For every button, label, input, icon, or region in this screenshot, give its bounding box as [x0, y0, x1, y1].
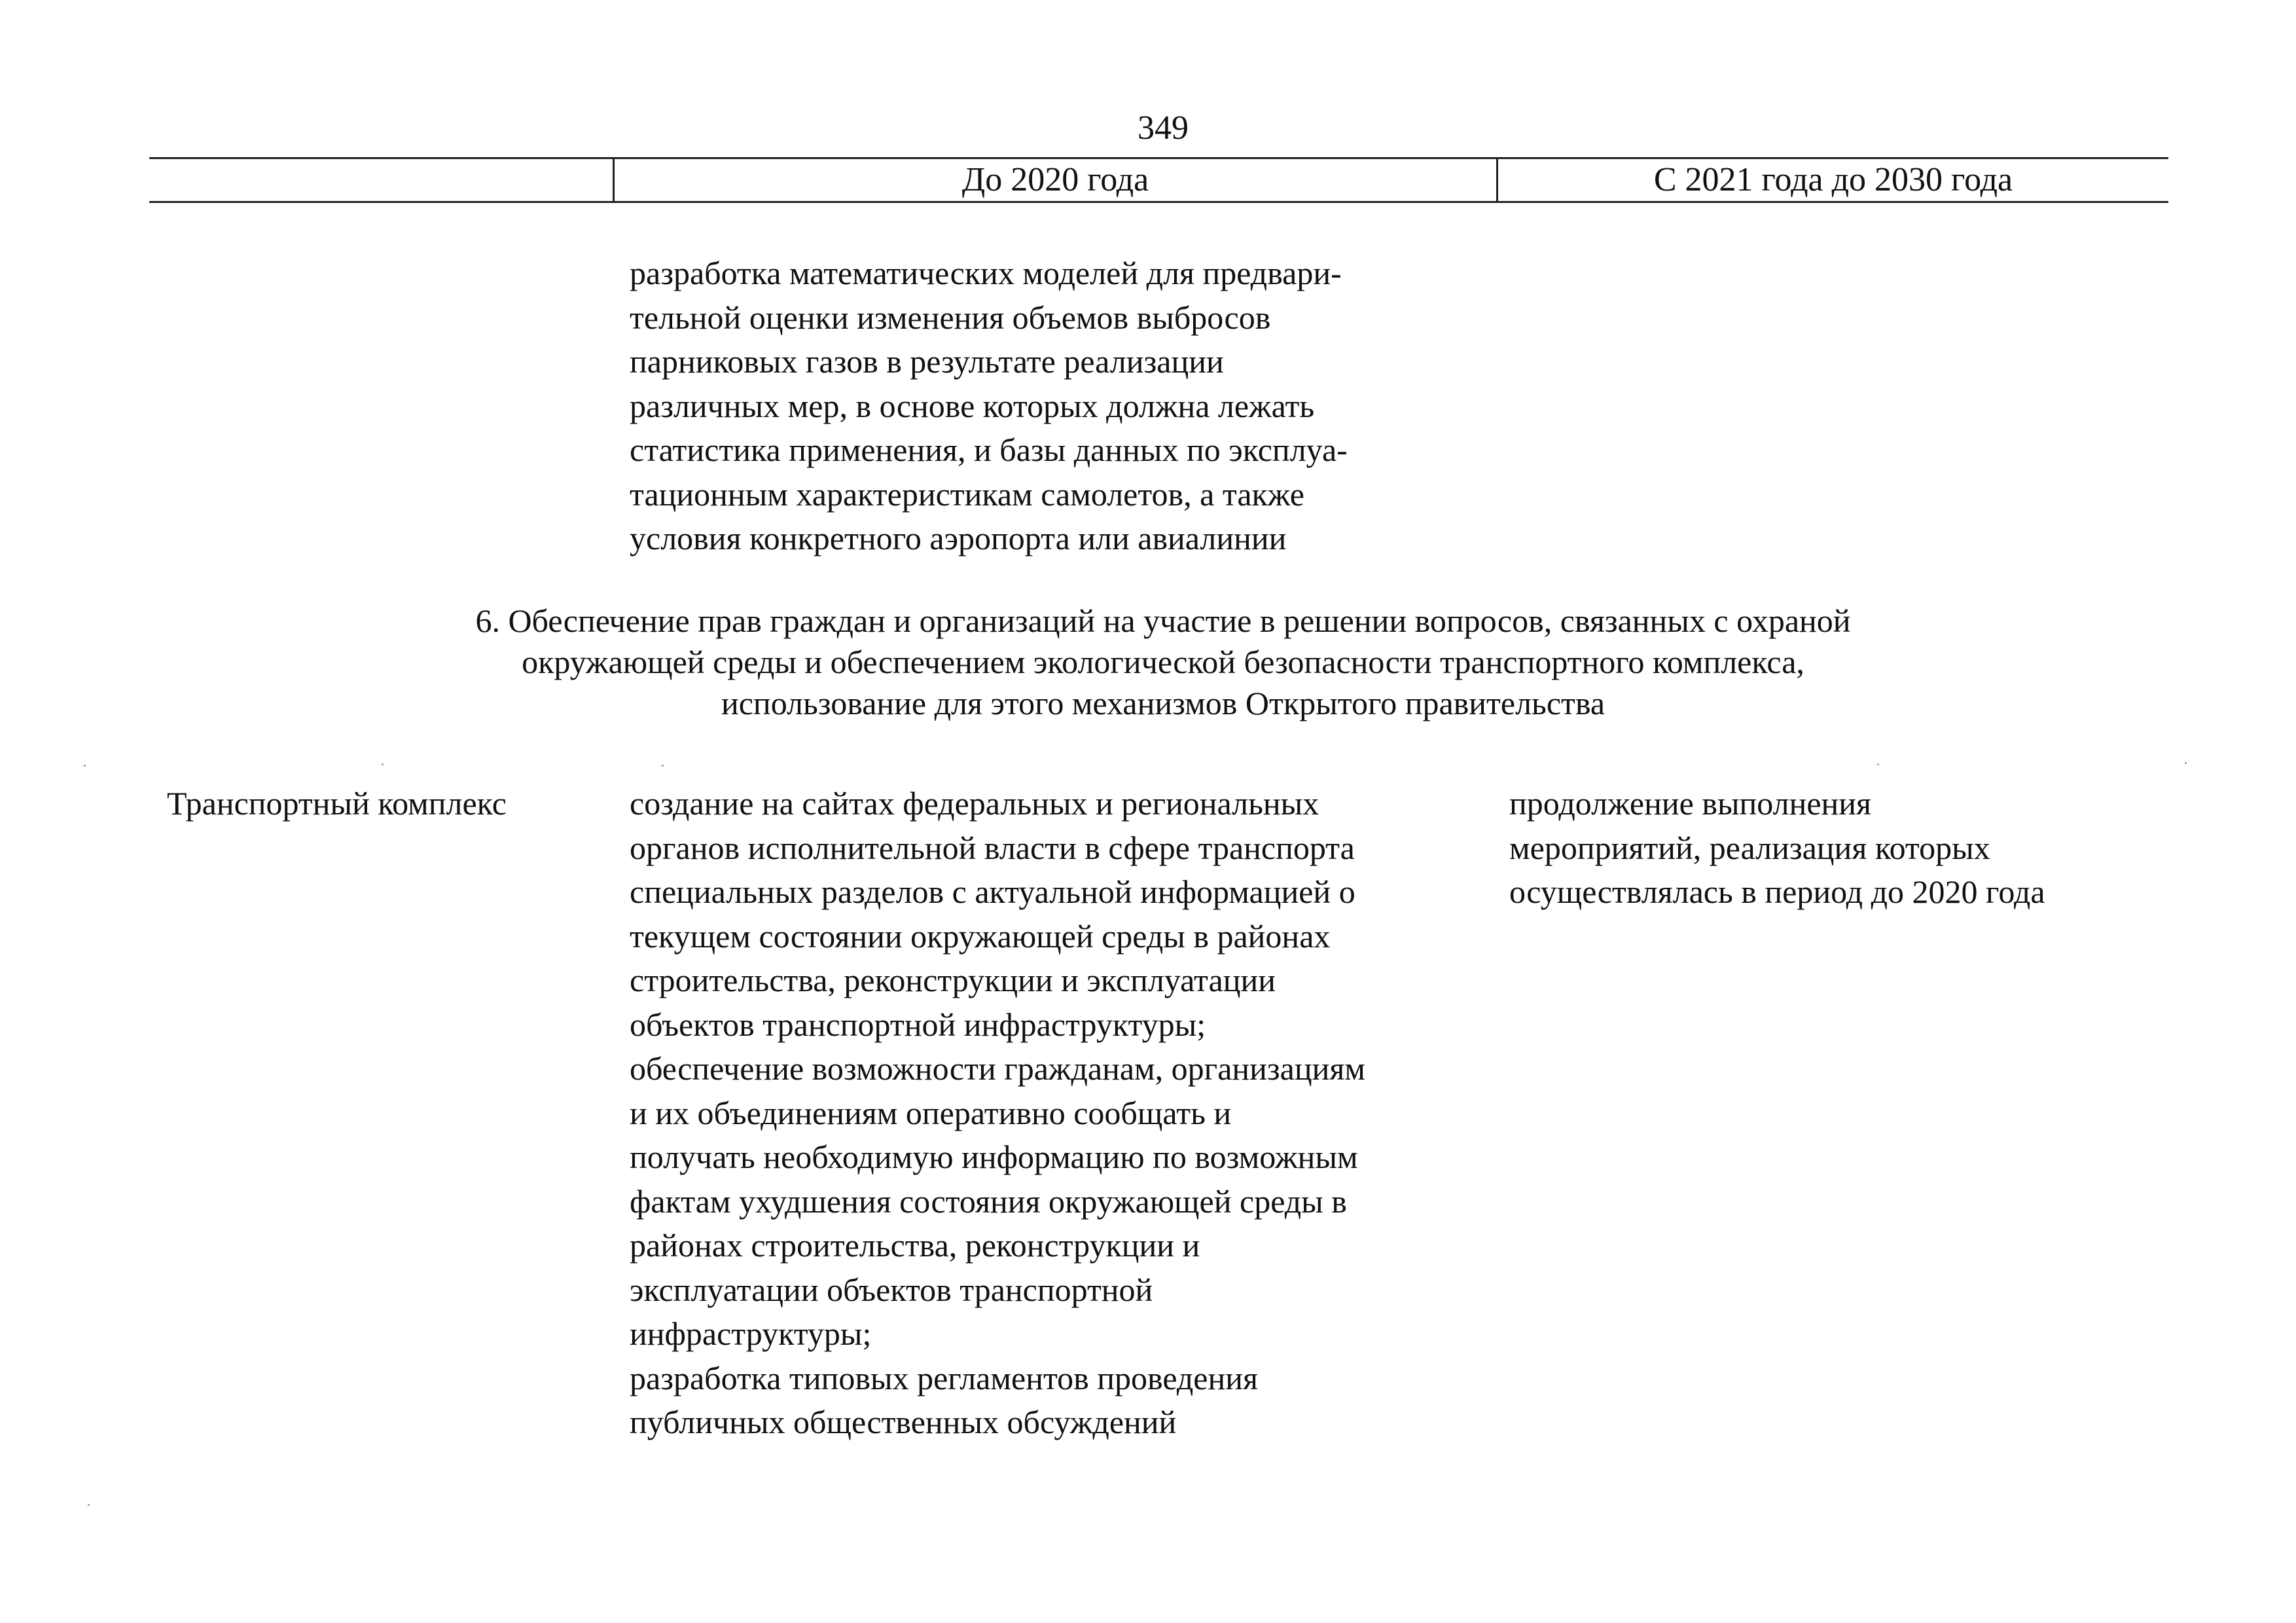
scan-speck	[2185, 762, 2187, 764]
measures-2021-2030	[1509, 782, 2045, 915]
text-line: разработка типовых регламентов проведения	[630, 1359, 1259, 1396]
text-line: создание на сайтах федеральных и региональных	[630, 785, 1319, 822]
measures-until-2020	[630, 782, 1365, 1445]
heading-line: использование для этого механизмов Открытого правительства	[721, 685, 1605, 721]
text-line: строительства, реконструкции и эксплуатации	[630, 962, 1276, 998]
text-line: инфраструктуры;	[630, 1315, 872, 1352]
header-cell-sector	[149, 159, 613, 201]
text-line: эксплуатации объектов транспортной	[630, 1271, 1153, 1308]
text-line: статистика применения, и базы данных по эксплуа-	[630, 431, 1348, 468]
text-line: продолжение выполнения	[1509, 785, 1872, 822]
section-heading	[0, 600, 2296, 724]
text-line: разработка математических моделей для предвари-	[630, 255, 1342, 291]
heading-line: окружающей среды и обеспечением экологической безопасности транспортного комплекса,	[522, 644, 1804, 680]
scan-speck	[662, 765, 664, 767]
text-line: различных мер, в основе которых должна лежать	[630, 387, 1315, 424]
heading-line: 6. Обеспечение прав граждан и организаций на участие в решении вопросов, связанных с охраной	[475, 602, 1851, 639]
scan-speck	[382, 763, 384, 765]
text-line: и их объединениям оперативно сообщать и	[630, 1094, 1232, 1131]
text-line: районах строительства, реконструкции и	[630, 1227, 1200, 1264]
text-line: тационным характеристикам самолетов, а также	[630, 475, 1304, 513]
page-number: 349	[1138, 109, 1189, 147]
scan-speck	[88, 1504, 90, 1506]
header-cell-until-2020: До 2020 года	[613, 159, 1496, 201]
measures-continued-text	[630, 251, 1348, 561]
table-header	[149, 157, 2168, 203]
row-label-transport-complex: Транспортный комплекс	[167, 785, 507, 822]
text-line: обеспечение возможности гражданам, организациям	[630, 1050, 1365, 1087]
text-line: фактам ухудшения состояния окружающей среды в	[630, 1182, 1347, 1220]
text-line: парниковых газов в результате реализации	[630, 343, 1224, 380]
header-cell-2021-2030: С 2021 года до 2030 года	[1496, 159, 2168, 201]
scan-speck	[1877, 763, 1879, 765]
text-line: получать необходимую информацию по возможным	[630, 1139, 1358, 1175]
text-line: условия конкретного аэропорта или авиалинии	[630, 520, 1287, 556]
text-line: органов исполнительной власти в сфере транспорта	[630, 829, 1355, 866]
text-line: осуществлялась в период до 2020 года	[1509, 873, 2045, 910]
text-line: специальных разделов с актуальной информацией о	[630, 873, 1355, 910]
scan-speck	[84, 765, 86, 767]
text-line: текущем состоянии окружающей среды в районах	[630, 917, 1331, 955]
text-line: публичных общественных обсуждений	[630, 1404, 1177, 1440]
text-line: мероприятий, реализация которых	[1509, 829, 1990, 866]
text-line: тельной оценки изменения объемов выбросов	[630, 299, 1271, 336]
text-line: объектов транспортной инфраструктуры;	[630, 1006, 1206, 1043]
